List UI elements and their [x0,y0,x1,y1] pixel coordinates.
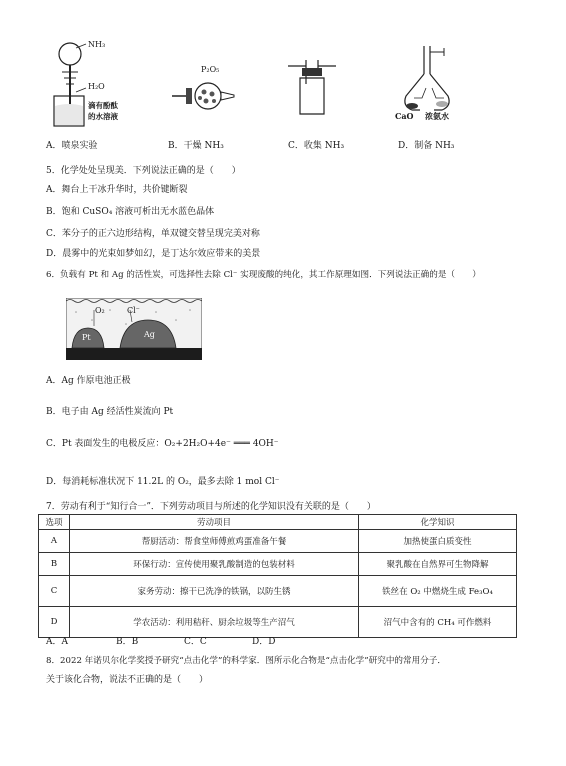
table-cell: 沼气中含有的 CH₄ 可作燃料 [359,607,517,638]
table-header-knowledge: 化学知识 [359,515,517,530]
q7-option-b[interactable]: B．B [116,637,139,647]
table-cell: 铁丝在 O₂ 中燃烧生成 Fe₃O₄ [359,576,517,607]
table-row [39,607,517,638]
label-pt: Pt [82,333,91,342]
table-cell: B [39,553,70,576]
q5-stem: 5．化学处处呈现美．下列说法正确的是（ ） [46,166,241,176]
q4-option-b[interactable]: B．干燥 NH₃ [168,141,224,151]
table-row [39,576,517,607]
label-cao: CaO [395,111,414,121]
gas-collection-bottle-figure [284,56,340,118]
q6-option-b[interactable]: B．电子由 Ag 经活性炭流向 Pt [46,407,174,417]
table-cell: 加热使蛋白质变性 [359,530,517,553]
table-cell: 聚乳酸在自然界可生物降解 [359,553,517,576]
table-cell: 家务劳动：擦干已洗净的铁锅，以防生锈 [70,576,359,607]
q7-knowledge-table [38,514,517,638]
q5-option-d[interactable]: D．晨雾中的光束如梦如幻，是丁达尔效应带来的美景 [46,249,261,259]
label-ag: Ag [144,330,155,339]
q6-stem: 6．负载有 Pt 和 Ag 的活性炭，可选择性去除 Cl⁻ 实现废酸的纯化，其工作原理如图．下列说法正确的是（ ） [46,270,481,280]
q8-stem-line-1: 8．2022 年诺贝尔化学奖授予研究“点击化学”的科学家．图所示化合物是“点击化学”研究中的常用分子． [46,656,446,666]
label-beaker-note-2: 的水溶液 [88,112,118,121]
label-beaker-note-1: 滴有酚酞 [88,101,118,110]
table-cell: C [39,576,70,607]
q6-option-a[interactable]: A．Ag 作原电池正极 [46,376,131,386]
table-cell: A [39,530,70,553]
q6-option-d[interactable]: D．每消耗标准状况下 11.2L 的 O₂，最多去除 1 mol Cl⁻ [46,477,280,487]
label-h2o: H₂O [88,82,105,91]
q4-option-c[interactable]: C．收集 NH₃ [288,141,345,151]
q7-option-c[interactable]: C．C [184,637,207,647]
table-header-option: 选项 [39,515,70,530]
table-cell: 学农活动：利用秸秆、厨余垃圾等生产沼气 [70,607,359,638]
q7-option-a[interactable]: A．A [46,637,68,647]
table-cell: 帮厨活动：帮食堂师傅煎鸡蛋准备午餐 [70,530,359,553]
table-row [39,530,517,553]
table-cell: D [39,607,70,638]
label-nh3-fountain: NH₃ [88,40,106,49]
q7-stem: 7．劳动有利于“知行合一”．下列劳动项目与所述的化学知识没有关联的是（ ） [46,502,376,512]
label-p2o5: P₂O₅ [201,65,220,74]
table-header-activity: 劳动项目 [70,515,359,530]
label-cl-ion: Cl⁻ [127,306,140,315]
q8-stem-line-2: 关于该化合物，说法不正确的是（ ） [46,675,209,685]
q4-option-a[interactable]: A．喷泉实验 [46,141,98,151]
q5-option-c[interactable]: C．苯分子的正六边形结构，单双键交替呈现完美对称 [46,229,260,239]
table-row [39,553,517,576]
label-conc-ammonia: 浓氨水 [425,111,449,121]
label-o2: O₂ [95,306,105,315]
table-cell: 环保行动：宣传使用聚乳酸制造的包装材料 [70,553,359,576]
drying-tube-figure [172,76,242,116]
q7-option-d[interactable]: D．D [252,637,276,647]
q5-option-b[interactable]: B．饱和 CuSO₄ 溶液可析出无水蓝色晶体 [46,207,215,217]
q6-option-c[interactable]: C．Pt 表面发生的电极反应：O₂+2H₂O+4e⁻ ═══ 4OH⁻ [46,439,279,449]
q4-option-d[interactable]: D．制备 NH₃ [398,141,455,151]
q5-option-a[interactable]: A．舞台上干冰升华时，共价键断裂 [46,185,188,195]
